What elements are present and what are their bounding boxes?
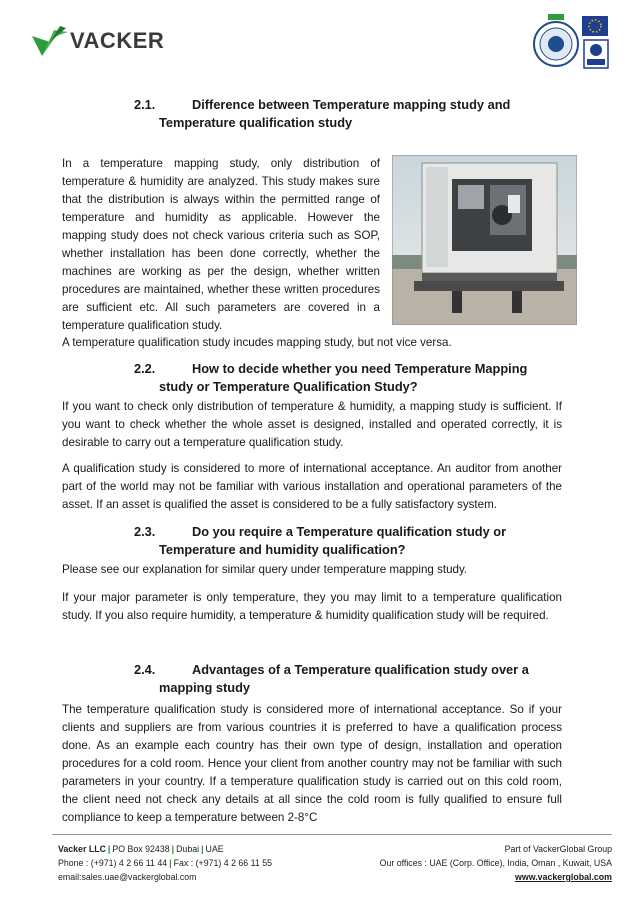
footer-po-box: PO Box 92438 — [112, 844, 170, 854]
eu-ce-mark-icon — [582, 16, 608, 36]
paragraph-check-distribution: If you want to check only distribution of temperature & humidity, a mapping study is sufficient. If you want to check whether the whole asset is designed, installed and operated correctly, it is desirable to carry out a temperature qualification study. — [62, 400, 562, 449]
section-number: 2.3. — [134, 524, 156, 539]
footer-phone-line: Phone : (+971) 4 2 66 11 44 | Fax : (+971) 4 2 66 11 55 — [58, 858, 273, 868]
section-title-line1: How to decide whether you need Temperature Mapping — [192, 361, 528, 376]
footer-group-info — [332, 842, 612, 884]
section-title-line1: Advantages of a Temperature qualification study over a — [192, 662, 529, 677]
paragraph-advantages: The temperature qualification study is considered more of international acceptance. So if your clients and suppliers are from various countries it is preferred to have a qualification process done. As an example each country has their own type of design, installation and operation procedures for a cold room. Hence your client from another country may not be familiar with such parameters in your country. If a temperature qualification study is carried out on this cold room, the client need not check any details at all since the cold room is fully qualified to ensure full compliance to keep a temperature between 2-8°C — [62, 703, 562, 824]
paragraph-qualification-includes-mapping: A temperature qualification study incudes mapping study, but not vice versa. — [62, 336, 452, 349]
certification-badges — [532, 10, 612, 72]
footer-country: UAE — [205, 844, 224, 854]
asosa-badge-icon — [584, 40, 608, 68]
section-title-line2: mapping study — [159, 680, 251, 695]
section-number: 2.1. — [134, 97, 156, 112]
paragraph-mapping-vs-qualification: In a temperature mapping study, only distribution of temperature & humidity are analyzed. This study makes sure that the distribution is always within the permitted range of temperature and humidity as applicable. However the mapping study does not check various criteria such as SOP, whether installation has been done correctly, whether the machines are working as per the design, whether written procedures are maintained, whether these written procedures are sufficient etc. All such parameters are covered in a temperature qualification study. — [62, 157, 380, 332]
footer-city: Dubai — [176, 844, 200, 854]
footer-offices: Our offices : UAE (Corp. Office), India, Oman , Kuwait, USA — [379, 858, 612, 868]
refrigerated-trailer-photo — [392, 155, 577, 325]
section-number: 2.4. — [134, 662, 156, 677]
section-heading-2-2 — [134, 360, 527, 396]
brand-name: VACKER — [70, 28, 165, 53]
section-heading-2-3 — [134, 523, 506, 559]
paragraph-major-parameter: If your major parameter is only temperature, they you may limit to a temperature qualification study. If you also require humidity, a temperature & humidity qualification study will be required. — [62, 591, 562, 622]
section-heading-2-4 — [134, 661, 529, 697]
footer-company: Vacker LLC — [58, 844, 106, 854]
paragraph-international-acceptance: A qualification study is considered to more of international acceptance. An auditor from another part of the world may not be familiar with various installation and operational parameters of the asset. If an asset is qualified the asset is considered to be a fully satisfactory system. — [62, 462, 562, 511]
section-title-line1: Do you require a Temperature qualification study or — [192, 524, 507, 539]
section-heading-2-1 — [134, 96, 510, 132]
footer-phone: Phone : (+971) 4 2 66 11 44 — [58, 858, 168, 868]
section-title-line2: Temperature and humidity qualification? — [159, 542, 406, 557]
footer-address-line: Vacker LLC | PO Box 92438 | Dubai | UAE — [58, 844, 224, 854]
paragraph-see-explanation: Please see our explanation for similar query under temperature mapping study. — [62, 563, 468, 576]
footer-contact — [58, 842, 358, 884]
section-title-line1: Difference between Temperature mapping study and — [192, 97, 511, 112]
vacker-logo-mark-icon — [30, 22, 70, 62]
footer-group: Part of VackerGlobal Group — [504, 844, 612, 854]
footer-fax: Fax : (+971) 4 2 66 11 55 — [173, 858, 273, 868]
section-title-line2: Temperature qualification study — [159, 115, 353, 130]
footer-website-link[interactable]: www.vackerglobal.com — [515, 872, 612, 882]
vacker-logo — [30, 22, 170, 62]
footer-divider — [52, 834, 612, 835]
section-title-line2: study or Temperature Qualification Study? — [159, 379, 418, 394]
footer-email[interactable]: email:sales.uae@vackerglobal.com — [58, 872, 197, 882]
qas-certification-seal-icon — [534, 14, 578, 66]
section-number: 2.2. — [134, 361, 156, 376]
